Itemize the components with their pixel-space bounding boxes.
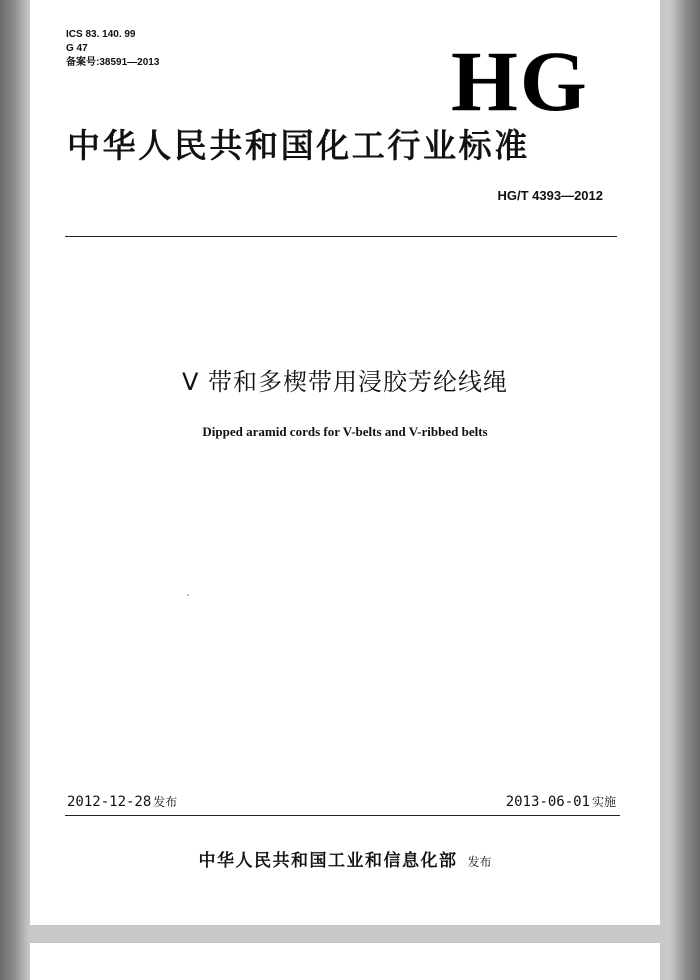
ics-code: ICS 83. 140. 99 xyxy=(66,29,136,40)
classification-code: G 47 xyxy=(66,43,88,54)
publisher xyxy=(30,846,660,871)
issue-date xyxy=(67,793,177,810)
effective-date xyxy=(506,793,616,810)
issue-date-value: 2012-12-28 xyxy=(67,794,152,810)
hg-logo: HG xyxy=(451,33,589,129)
document-page xyxy=(30,0,660,925)
issue-date-label: 发布 xyxy=(153,795,178,809)
publisher-name: 中华人民共和国工业和信息化部 xyxy=(198,851,458,871)
standard-code: HG/T 4393—2012 xyxy=(497,188,603,203)
effective-date-label: 实施 xyxy=(591,795,616,809)
standard-title: 中华人民共和国化工行业标准 xyxy=(67,126,530,165)
filing-number: 备案号:38591—2013 xyxy=(66,57,160,68)
publisher-label: 发布 xyxy=(467,855,492,869)
document-title-chinese: V 带和多楔带用浸胶芳纶线绳 xyxy=(181,368,509,396)
top-divider xyxy=(65,236,617,237)
effective-date-value: 2013-06-01 xyxy=(505,794,590,810)
meta-block xyxy=(66,28,159,70)
next-page-edge xyxy=(30,943,660,980)
document-title-english: Dipped aramid cords for V-belts and V-ribbed belts xyxy=(202,424,488,439)
bottom-divider xyxy=(65,815,620,816)
scan-speck xyxy=(187,594,189,596)
